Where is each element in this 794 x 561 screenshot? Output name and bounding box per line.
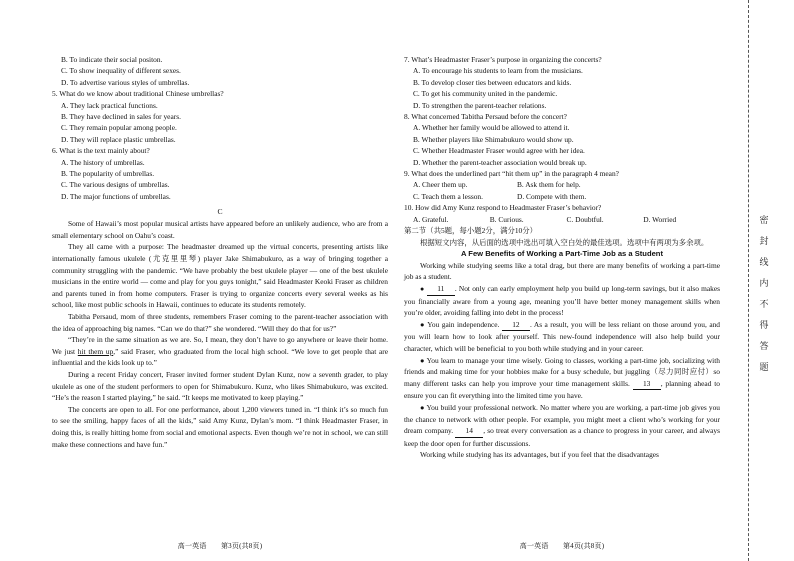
q6-option-b: B. The popularity of umbrellas. (61, 169, 155, 179)
q9-options-row-2 (404, 191, 720, 202)
paragraph-14-text-a: ● You build your professional network. No matter where you are working, a part-time job gives you the chance to network with other people. For example, you might meet a client who’s working for your dream company. (404, 403, 720, 436)
q9-option-a: A. Cheer them up. (413, 180, 468, 190)
passage-c-paragraph-2: They all came with a purpose: The headmaster dreamed up the virtual concerts, presenting artists like internationally famous ukulele (尤克里里琴) player Jake Shimabukuro, as a way of bringing together a community struggling with the pandemic. “We have probably the best ukulele player — one of the best ukulele musicians in the entire world — come and play for you guys tonight,” said Headmaster Keoki Fraser as children and parents tuned in from home computers. Fraser is trying to organize concerts every several weeks as his school, like most public schools in Hawaii, continues to educate its students remotely. (52, 242, 388, 310)
passage-paragraph-last: Working while studying has its advantages, but if you feel that the disadvantages (420, 450, 659, 460)
paragraph-13-text-b: , planning ahead to ensure you can fit everything into the limited time you have. (404, 378, 720, 401)
passage-paragraph-11 (404, 283, 720, 319)
q6-option-c: C. The various designs of umbrellas. (61, 180, 170, 190)
q7-option-a: A. To encourage his students to learn from the musicians. (413, 66, 583, 76)
passage-c-paragraph-4 (52, 334, 388, 369)
passage-paragraph-13 (404, 355, 720, 402)
section-2-instructions: 根据短文内容，从后面的选项中选出可填入空白处的最佳选项。选项中有两项为多余项。 (420, 237, 709, 247)
q7-option-d: D. To strengthen the parent-teacher relations. (413, 100, 547, 110)
q9-option-d: D. Compete with them. (517, 191, 587, 201)
passage-title: A Few Benefits of Working a Part-Time Job as a Student (461, 249, 663, 259)
q6-option-d: D. The major functions of umbrellas. (61, 191, 171, 201)
q6-stem: 6. What is the text mainly about? (52, 146, 150, 156)
passage-c-paragraph-1: Some of Hawaii’s most popular musical artists have appeared before an unlikely audience, who are from a small elementary school on Oahu’s coast. (52, 219, 388, 240)
q8-stem: 8. What concerned Tabitha Persaud before the concert? (404, 112, 567, 122)
q10-stem: 10. How did Amy Kunz respond to Headmaster Fraser’s behavior? (404, 203, 602, 213)
section-2-heading: 第二节（共5题，每小题2分，满分10分） (404, 226, 538, 236)
section-c-label: C (217, 207, 223, 217)
q6-option-a: A. The history of umbrellas. (61, 157, 145, 167)
q8-option-c: C. Whether Headmaster Fraser would agree with her idea. (413, 146, 585, 156)
paragraph-11-text: . Not only can early employment help you build up long-term savings, but it also makes you financially aware from a young age, meaning you’ll have better money management skills when you’re older, avoiding falling into debt in the process! (404, 284, 720, 318)
q9-options-row-1 (404, 179, 720, 190)
q4-option-b: B. To indicate their social positon. (61, 55, 163, 64)
seal-line (748, 0, 750, 561)
q4-option-c: C. To show inequality of different sexes. (61, 66, 181, 76)
q5-option-d: D. They will replace plastic umbrellas. (61, 134, 176, 144)
passage-paragraph-intro: Working while studying seems like a total drag, but there are many benefits of working a part-time job as a student. (404, 260, 720, 282)
blank-11: 11 (427, 283, 455, 296)
q10-options-row (404, 214, 720, 225)
q9-option-b: B. Ask them for help. (517, 180, 581, 190)
paragraph-12-lead: ● You gain independence. (420, 319, 500, 329)
passage-c-paragraph-5: During a recent Friday concert, Fraser invited former student Dylan Kunz, now a seventh grader, to play ukulele as one of the student performers to open for Shimabukuro. Kunz, who likes Shimabukuro, was excited. “He’s the reason I started playing,” he said. “It keeps me motivated to keep playing.” (52, 370, 388, 403)
page-footer-right: 高一英语 第4页(共8页) (519, 542, 605, 550)
left-page (52, 0, 388, 561)
p4-text-b: ,” said Fraser, who graduated from the local high school. “We love to get people that are influential and the kids look up to.” (52, 346, 388, 368)
q5-option-c: C. They remain popular among people. (61, 123, 177, 133)
q7-stem: 7. What’s Headmaster Fraser’s purpose in organizing the concerts? (404, 55, 602, 64)
blank-14: 14 (455, 425, 483, 438)
q9-stem: 9. What does the underlined part “hit them up” in the paragraph 4 mean? (404, 169, 619, 179)
paragraph-14-text-b: , so treat every conversation as a chance to progress in your career, and always keep the door open for further discussions. (404, 426, 720, 448)
blank-12: 12 (502, 319, 530, 332)
q7-option-b: B. To develop closer ties between educators and kids. (413, 77, 572, 87)
q8-option-b: B. Whether players like Shimabukuro would show up. (413, 134, 574, 144)
q5-stem: 5. What do we know about traditional Chinese umbrellas? (52, 89, 224, 99)
bullet-icon: ● (420, 285, 425, 294)
p4-text-a: “They’re in the same situation as we are. So, I mean, they don’t have to go anywhere or leave their home. We just (52, 335, 388, 356)
q5-option-a: A. They lack practical functions. (61, 100, 158, 110)
q8-option-d: D. Whether the parent-teacher association would break up. (413, 157, 587, 167)
right-page (404, 0, 720, 561)
q10-option-b: B. Curious. (489, 214, 524, 224)
q8-option-a: A. Whether her family would be allowed to attend it. (413, 123, 570, 133)
underlined-phrase: hit them up (77, 346, 114, 356)
q9-option-c: C. Teach them a lesson. (413, 191, 483, 201)
passage-c-paragraph-6: The concerts are open to all. For one performance, about 1,200 viewers tuned in. “I think it’s so much fun to see the smiling, happy faces of all the kids,” said Amy Kunz, Dylan’s mom. “I think Headmaster Fraser, in doing this, is really hitting home from social and emotional aspects. Even though we’re not in school, we can still make these connections and have fun.” (52, 404, 388, 449)
seal-warning-text: 密封线内不得答题 (759, 215, 769, 372)
page-footer-left: 高一英语 第3页(共8页) (177, 542, 263, 550)
q5-option-b: B. They have declined in sales for years. (61, 112, 181, 122)
q10-option-c: C. Doubtful. (566, 214, 604, 224)
passage-paragraph-12 (404, 319, 720, 355)
paragraph-12-text: . As a result, you will be less reliant on those around you, and you will learn how to look after yourself. This new-found independence will also help build your character, which will be beneficial to you both while studying and in your career. (404, 319, 720, 354)
passage-paragraph-14 (404, 402, 720, 449)
q7-option-c: C. To get his community united in the pandemic. (413, 89, 558, 99)
paragraph-13-text-a: ● You learn to manage your time wisely. Going to classes, working a part-time job, socializing with friends and making time for your hobbies make for a busy schedule, but juggling（尽力同时应付）so many different tasks can help you improve your time management skills. (404, 355, 720, 388)
q10-option-a: A. Grateful. (413, 214, 449, 224)
blank-13: 13 (633, 378, 661, 391)
q4-option-d: D. To advertise various styles of umbrellas. (61, 77, 190, 87)
q10-option-d: D. Worried (643, 214, 677, 224)
passage-c-paragraph-3: Tabitha Persaud, mom of three students, remembers Fraser coming to the parent-teacher association with the idea of approaching big names. “Can we do that?” she wondered. “Will they do that for us?” (52, 312, 388, 333)
